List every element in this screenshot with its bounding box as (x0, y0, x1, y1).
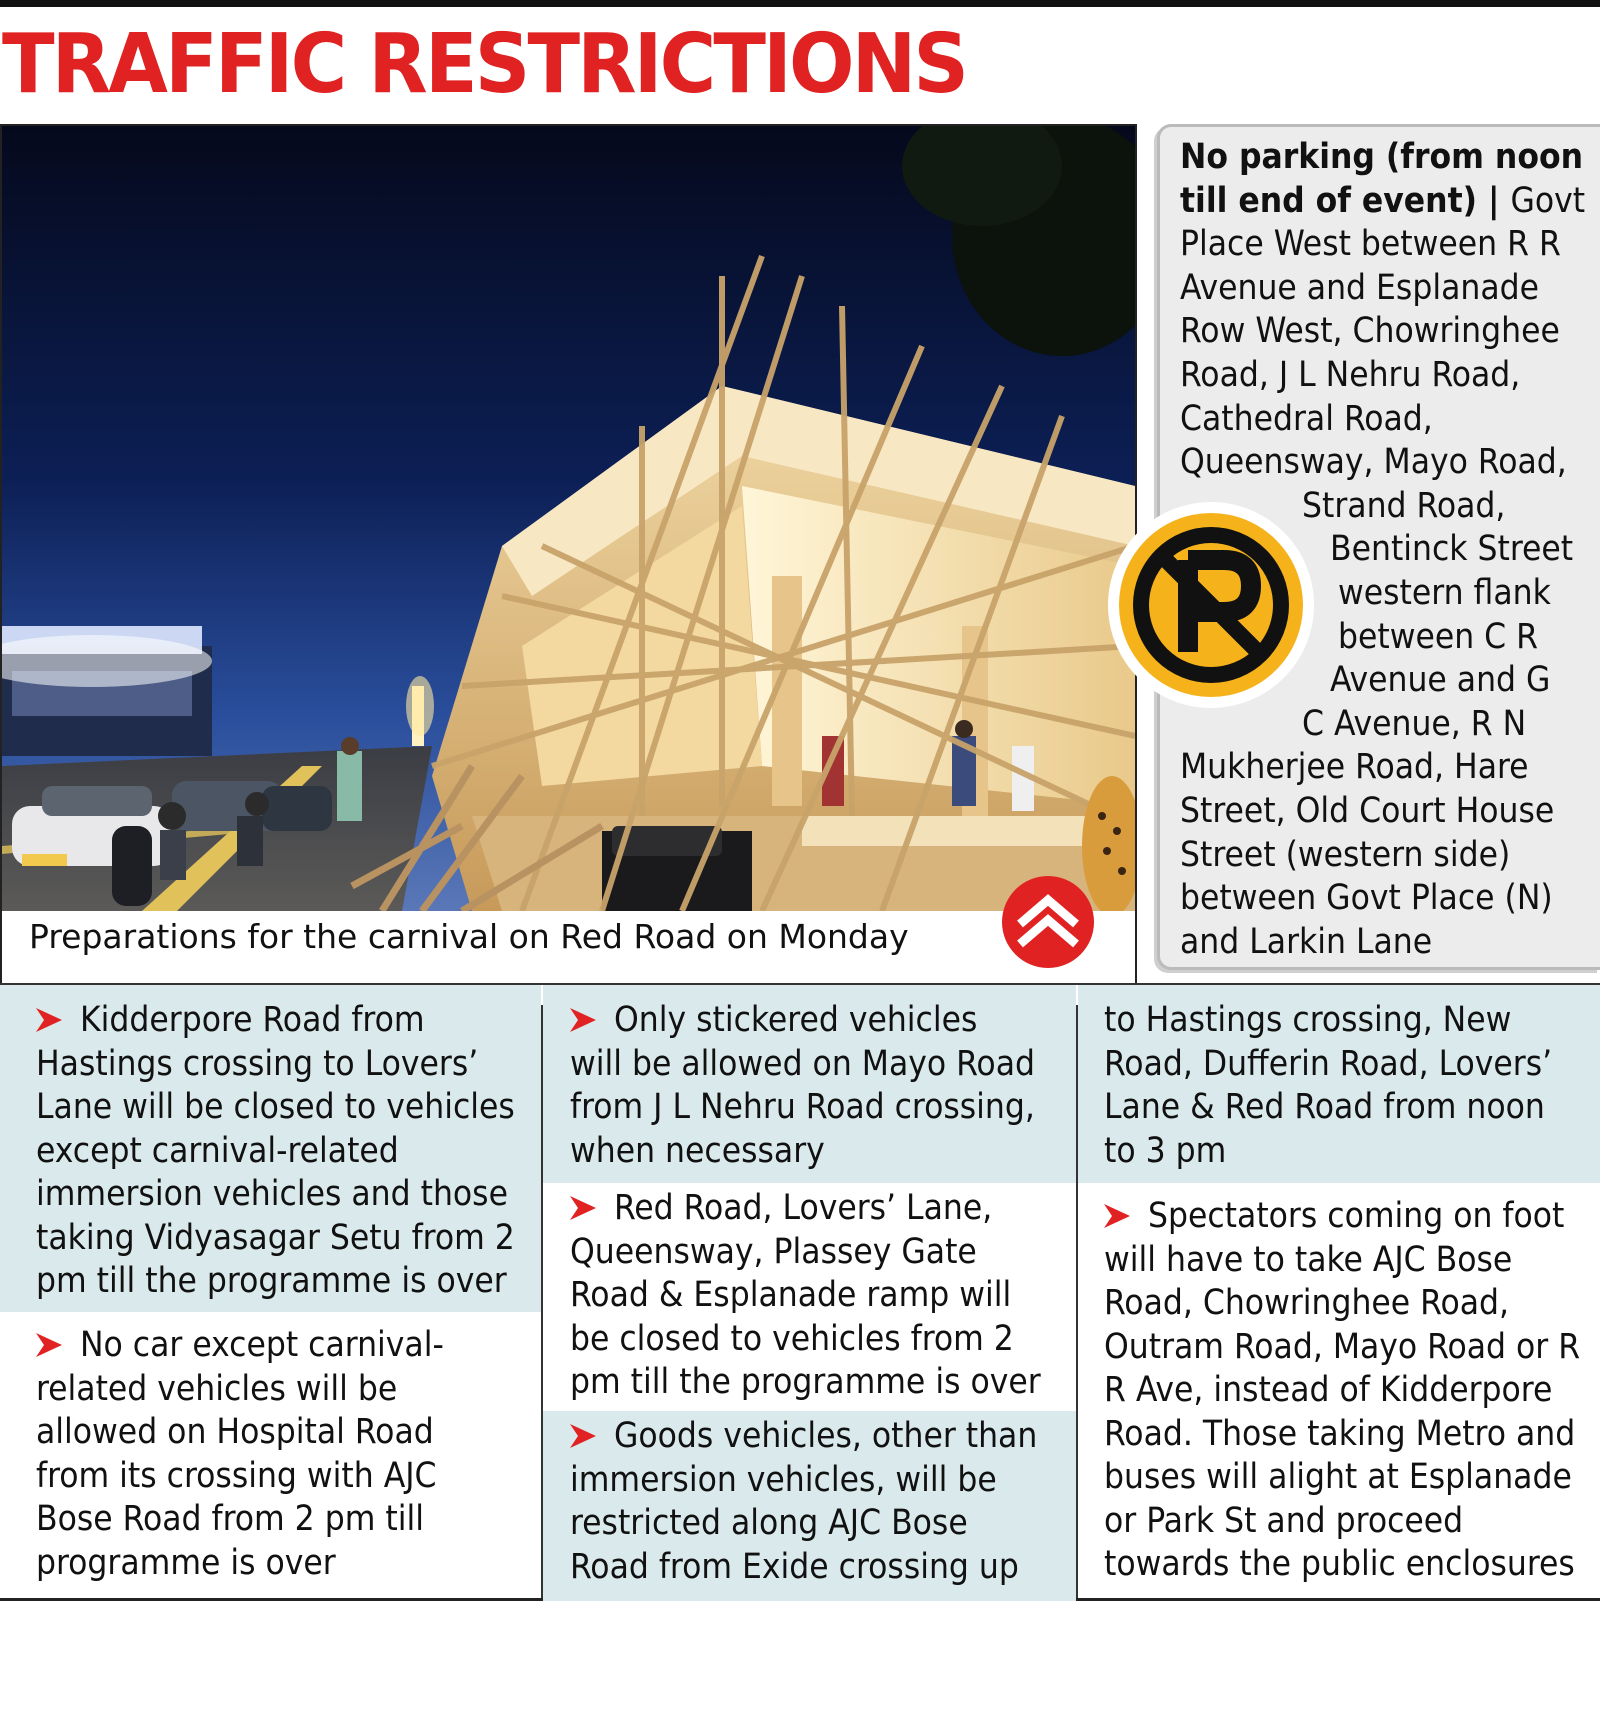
no-parking-body-line: Mukherjee Road, Hare (1180, 747, 1529, 788)
restriction-line: to Hastings crossing, New (1104, 1000, 1512, 1040)
no-parking-body-line: Queensway, Mayo Road, (1180, 442, 1567, 483)
restriction-line: towards the public enclosures (1104, 1544, 1575, 1584)
top-rule (0, 0, 1600, 7)
restriction-line: programme is over (36, 1542, 336, 1583)
restriction-line: Road. Those taking Metro and (1104, 1413, 1576, 1454)
restriction-line: taking Vidyasagar Setu from 2 (36, 1217, 515, 1258)
no-parking-body-line: Row West, Chowringhee (1180, 311, 1560, 352)
restriction-line: pm till the programme is over (36, 1261, 507, 1301)
restriction-item (543, 1183, 1076, 1411)
restriction-line: to 3 pm (1104, 1130, 1227, 1171)
no-parking-body-line: Place West between R R (1180, 224, 1561, 265)
headline: TRAFFIC RESTRICTIONS (2, 17, 967, 112)
restriction-line: will have to take AJC Bose (1104, 1239, 1513, 1280)
restriction-item-continued (1078, 985, 1600, 1183)
no-parking-body-line: Cathedral Road, (1180, 398, 1433, 439)
no-parking-body-line: between C R (1338, 616, 1539, 657)
carnival-photo (2, 126, 1135, 911)
restriction-line: related vehicles will be (36, 1368, 398, 1409)
no-parking-heading-line: till end of event) (1180, 180, 1478, 221)
bullet-arrow-icon (1104, 1204, 1130, 1228)
no-parking-body-line: Street (western side) (1180, 834, 1511, 875)
restrictions-column-1 (0, 985, 541, 1598)
restrictions-column-3 (1078, 985, 1600, 1598)
restriction-line: will be allowed on Mayo Road (570, 1043, 1035, 1084)
restriction-line: Outram Road, Mayo Road or R (1104, 1326, 1581, 1367)
restriction-line: restricted along AJC Bose (570, 1503, 968, 1543)
restriction-item (0, 985, 541, 1312)
no-parking-body-line: Avenue and G (1330, 660, 1551, 701)
no-parking-body-line: Strand Road, (1302, 485, 1506, 526)
restriction-line: Goods vehicles, other than (614, 1416, 1038, 1456)
restriction-line: Only stickered vehicles (614, 1000, 978, 1040)
restriction-line: pm till the programme is over (570, 1362, 1041, 1402)
restrictions-grid (0, 983, 1600, 1601)
no-parking-body-line: Govt (1510, 180, 1586, 221)
no-parking-body-line: Road, J L Nehru Road, (1180, 354, 1521, 395)
no-parking-body-line: western flank (1338, 572, 1551, 613)
photo-caption: Preparations for the carnival on Red Road on Monday (29, 917, 909, 956)
restriction-line: from its crossing with AJC (36, 1455, 437, 1496)
restriction-line: immersion vehicles, will be (570, 1459, 997, 1500)
restrictions-column-2 (543, 985, 1076, 1598)
restriction-line: Bose Road from 2 pm till (36, 1499, 424, 1539)
bullet-arrow-icon (570, 1008, 596, 1032)
brand-logo-icon (1000, 874, 1096, 970)
restriction-line: buses will alight at Esplanade (1104, 1457, 1572, 1497)
no-parking-separator: | (1477, 180, 1511, 221)
restriction-line: Queensway, Plassey Gate (570, 1231, 977, 1272)
restriction-line: No car except carnival- (80, 1325, 444, 1365)
no-parking-body-line: Bentinck Street (1330, 529, 1574, 570)
restriction-item (0, 1312, 541, 1601)
no-parking-body-line: and Larkin Lane (1180, 921, 1433, 962)
no-parking-sign-icon (1106, 500, 1316, 710)
no-parking-heading-line: No parking (from noon (1180, 137, 1584, 177)
restriction-line: Road, Dufferin Road, Lovers’ (1104, 1043, 1553, 1084)
no-parking-body-line: Avenue and Esplanade (1180, 267, 1540, 308)
restriction-line: be closed to vehicles from 2 (570, 1318, 1014, 1359)
no-parking-body-line: Street, Old Court House (1180, 790, 1555, 831)
bullet-arrow-icon (570, 1424, 596, 1448)
photo-frame (0, 124, 1137, 985)
restriction-line: Red Road, Lovers’ Lane, (614, 1188, 993, 1228)
bullet-arrow-icon (36, 1008, 62, 1032)
restriction-line: Road, Chowringhee Road, (1104, 1283, 1510, 1323)
restriction-line: Kidderpore Road from (80, 1000, 425, 1040)
restriction-line: R Ave, instead of Kidderpore (1104, 1370, 1553, 1410)
no-parking-body-line: between Govt Place (N) (1180, 878, 1553, 919)
bullet-arrow-icon (570, 1196, 596, 1220)
restriction-line: Road & Esplanade ramp will (570, 1275, 1012, 1315)
restriction-line: Spectators coming on foot (1148, 1196, 1565, 1236)
restriction-line: immersion vehicles and those (36, 1174, 508, 1214)
restriction-item (543, 985, 1076, 1183)
restriction-line: from J L Nehru Road crossing, (570, 1087, 1035, 1127)
restriction-line: Lane & Red Road from noon (1104, 1087, 1545, 1127)
restriction-item (1078, 1183, 1600, 1601)
no-parking-body-line: C Avenue, R N (1302, 703, 1527, 744)
restriction-line: Lane will be closed to vehicles (36, 1087, 515, 1127)
restriction-line: when necessary (570, 1130, 825, 1171)
restriction-line: allowed on Hospital Road (36, 1412, 434, 1452)
restriction-line: except carnival-related (36, 1130, 399, 1171)
restriction-line: Road from Exide crossing up (570, 1546, 1019, 1587)
bullet-arrow-icon (36, 1333, 62, 1357)
restriction-line: or Park St and proceed (1104, 1500, 1464, 1541)
restriction-line: Hastings crossing to Lovers’ (36, 1043, 479, 1084)
restriction-item (543, 1411, 1076, 1601)
